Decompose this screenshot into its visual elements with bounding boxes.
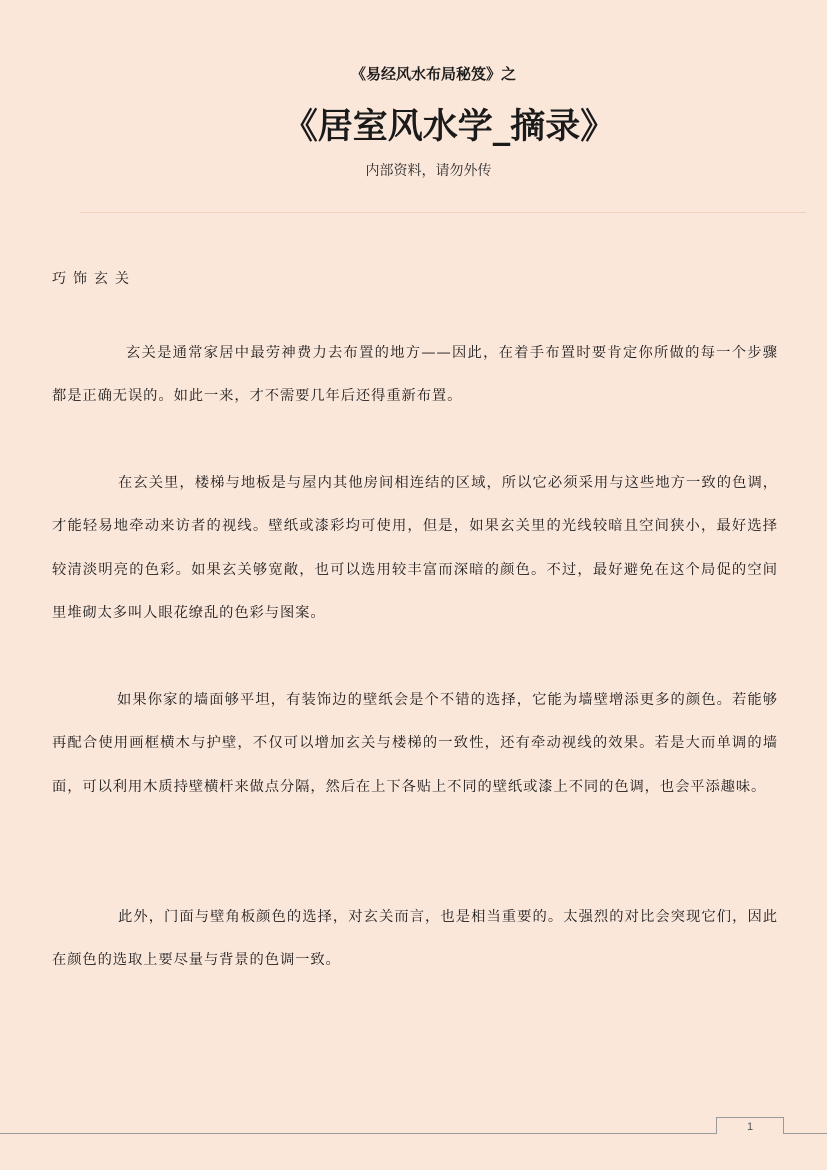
confidential-notice: 内部资料，请勿外传 xyxy=(365,163,492,179)
section-heading: 巧饰玄关 xyxy=(52,271,136,287)
series-title: 《易经风水布局秘笈》之 xyxy=(350,65,516,83)
page-number: 1 xyxy=(716,1117,784,1134)
footer-divider xyxy=(0,1133,827,1134)
paragraph: 此外，门面与壁角板颜色的选择，对玄关而言，也是相当重要的。太强烈的对比会突现它们，因此在颜色的选取上要尽量与背景的色调一致。 xyxy=(52,909,778,969)
paragraph: 如果你家的墙面够平坦，有装饰边的壁纸会是个不错的选择，它能为墙壁增添更多的颜色。若能够再配合使用画框横木与护壁，不仅可以增加玄关与楼梯的一致性，还有牵动视线的效果。若是大而单调的墙面，可以利用木质持壁横杆来做点分隔，然后在上下各贴上不同的壁纸或漆上不同的色调，也会平添趣味。 xyxy=(52,692,778,795)
header-divider xyxy=(80,212,806,213)
paragraph: 在玄关里，楼梯与地板是与屋内其他房间相连结的区域，所以它必须采用与这些地方一致的色调，才能轻易地牵动来访者的视线。壁纸或漆彩均可使用，但是，如果玄关里的光线较暗且空间狭小，最好选择较清淡明亮的色彩。如果玄关够宽敞，也可以选用较丰富而深暗的颜色。不过，最好避免在这个局促的空间里堆砌太多叫人眼花缭乱的色彩与图案。 xyxy=(52,475,778,621)
paragraph: 玄关是通常家居中最劳神费力去布置的地方——因此，在着手布置时要肯定你所做的每一个步骤都是正确无误的。如此一来，才不需要几年后还得重新布置。 xyxy=(52,345,778,405)
document-title: 《居室风水学_摘录》 xyxy=(282,107,616,147)
